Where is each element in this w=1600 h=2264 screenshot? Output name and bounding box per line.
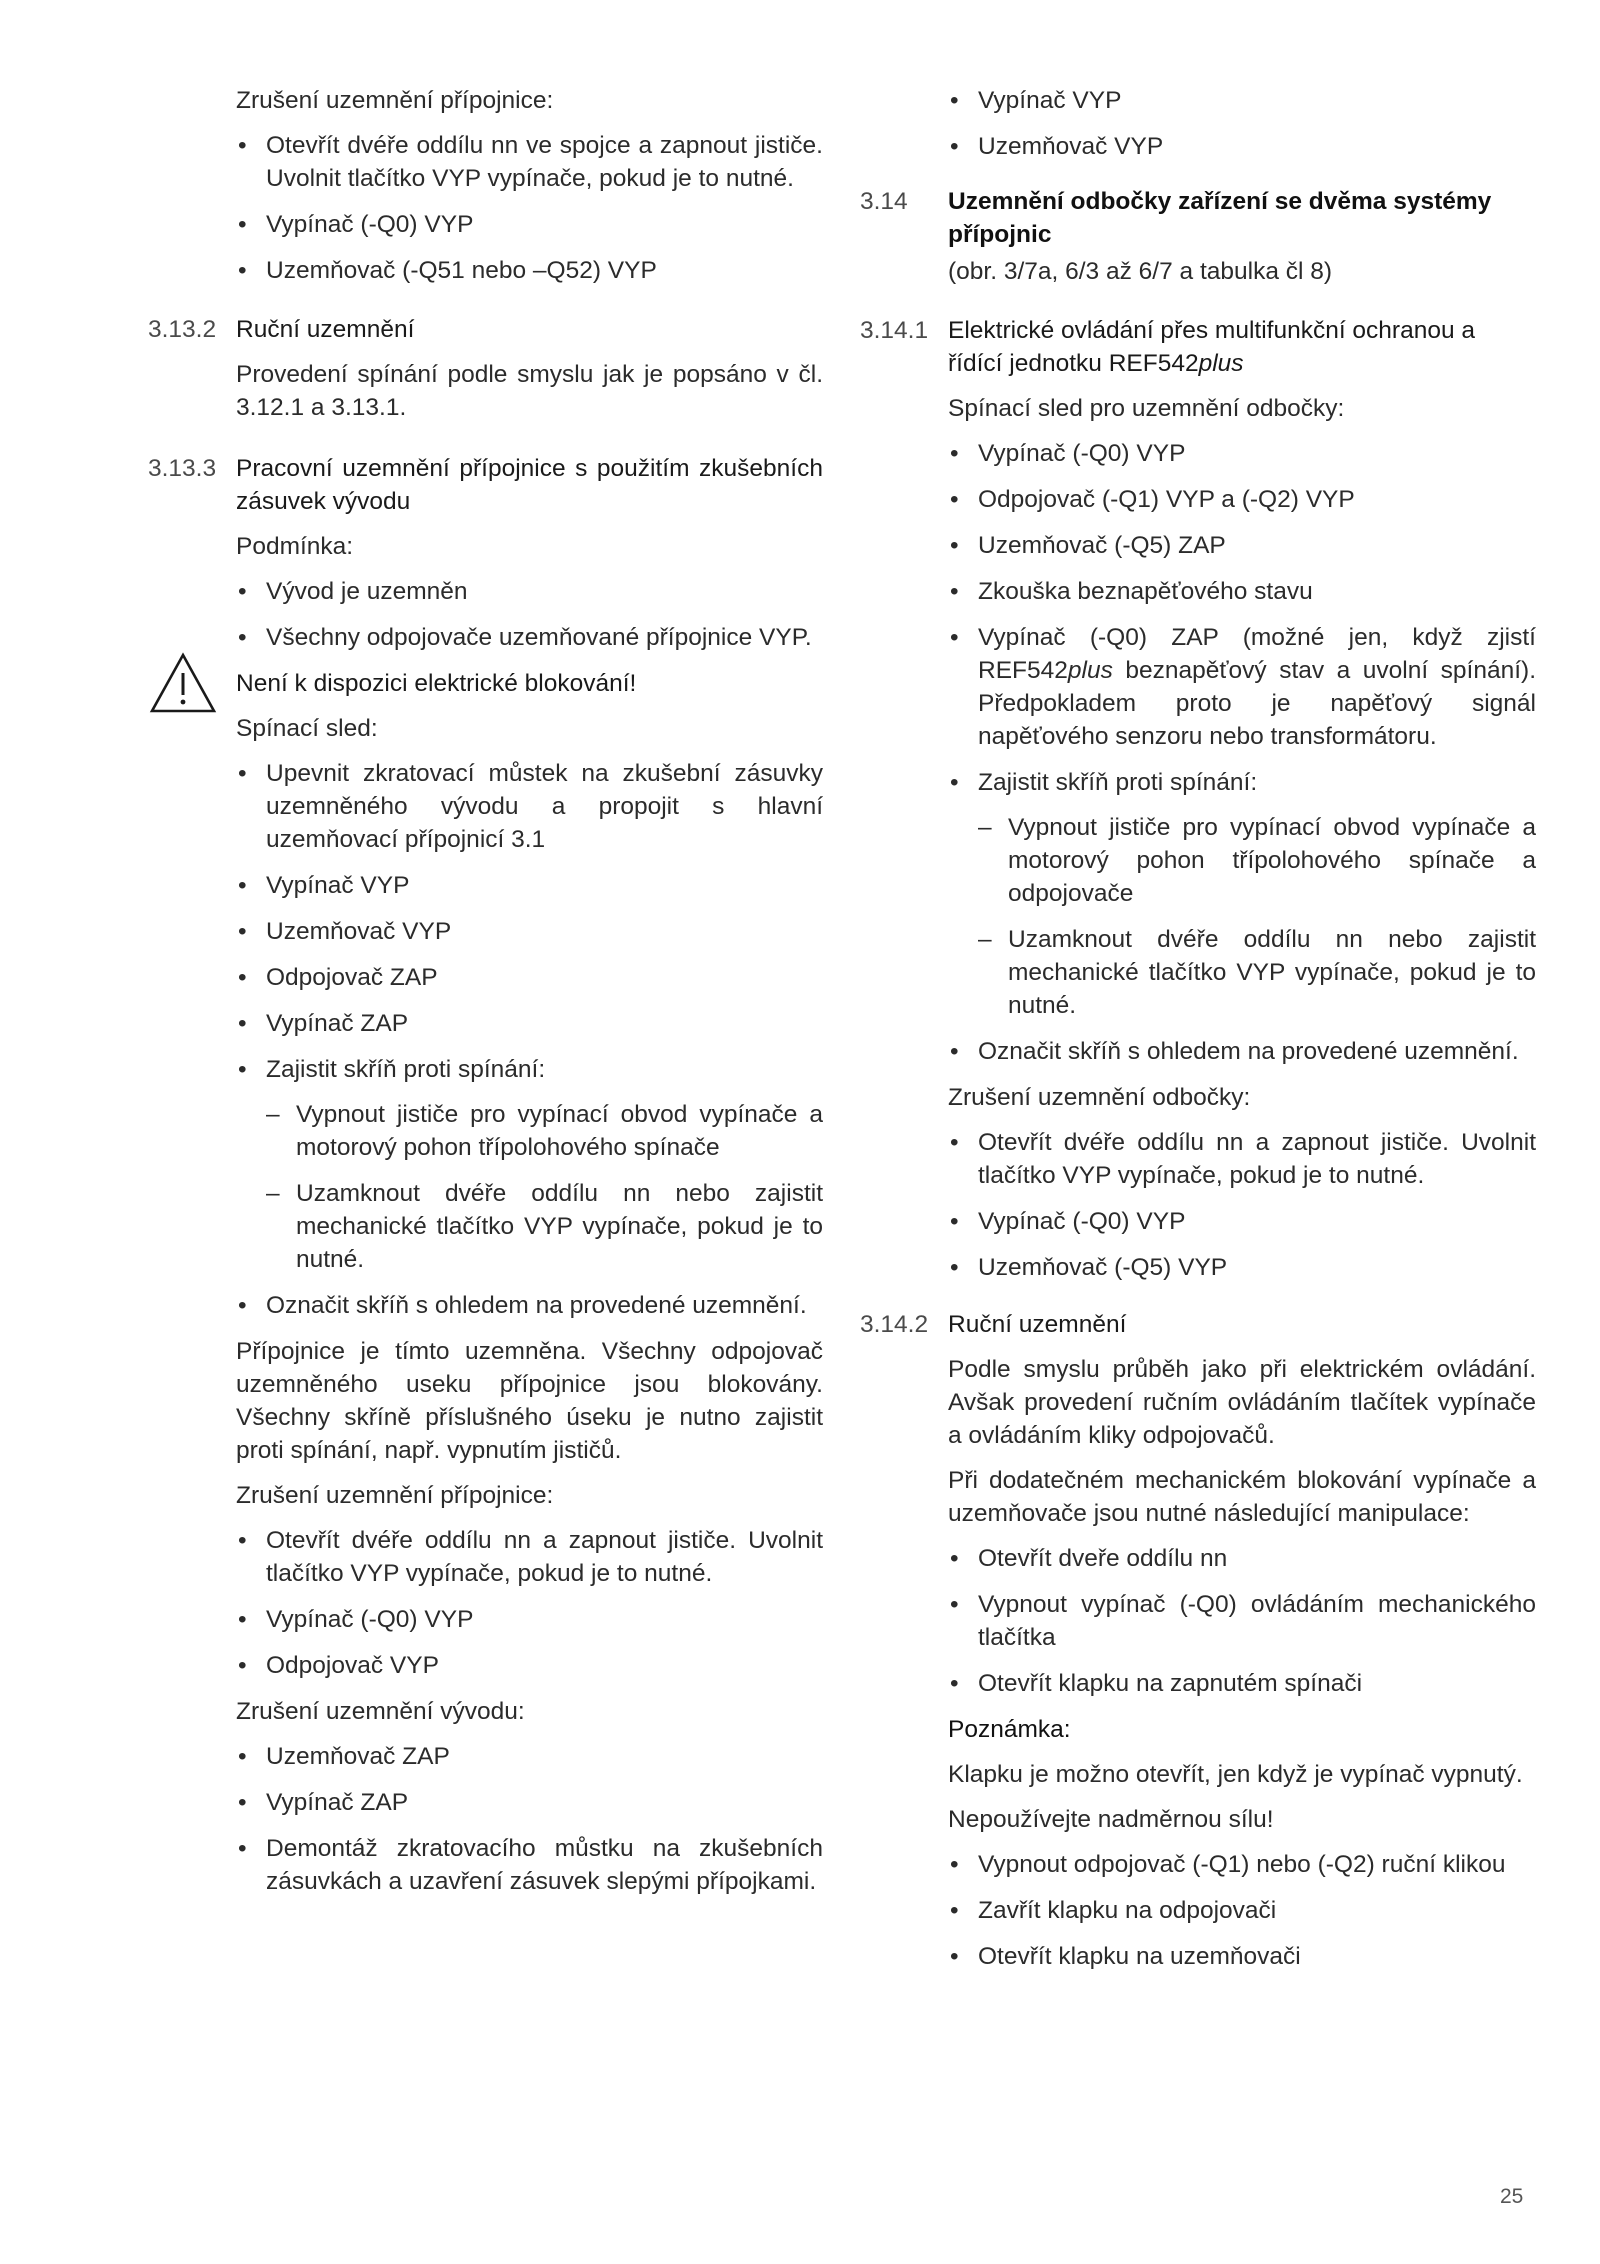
- list-item: • Odpojovač VYP: [266, 1649, 823, 1682]
- section-text: Provedení spínání podle smyslu jak je popsáno v čl. 3.12.1 a 3.13.1.: [236, 361, 823, 421]
- sub-list-item: – Vypnout jističe pro vypínací obvod vypínače a motorový pohon třípolohového spínače a odpojovače: [1008, 811, 1536, 910]
- section-reference: (obr. 3/7a, 6/3 až 6/7 a tabulka čl 8): [948, 258, 1333, 285]
- list-item: • Vypínač (-Q0) VYP: [978, 437, 1536, 470]
- list-item: • Vypínač ZAP: [266, 1786, 823, 1819]
- left-content: [148, 84, 823, 1898]
- section-number: 3.14.1: [860, 317, 929, 344]
- sequence-label: Spínací sled:: [236, 715, 378, 742]
- list-item: • Zavřít klapku na odpojovači: [978, 1894, 1536, 1927]
- section-title: Ruční uzemnění: [948, 1311, 1127, 1338]
- warning-icon: [148, 651, 218, 715]
- list-item: • Otevřít dvéře oddílu nn a zapnout jističe. Uvolnit tlačítko VYP vypínače, pokud je to nutné.: [978, 1126, 1536, 1192]
- section-title: Elektrické ovládání přes multifunkční ochranou a řídící jednotku REF542: [948, 317, 1476, 377]
- list-item: • Vypínač (-Q0) VYP: [266, 208, 823, 241]
- sub-list-item: – Uzamknout dvéře oddílu nn nebo zajistit mechanické tlačítko VYP vypínače, pokud je to nutné.: [296, 1177, 823, 1276]
- list-item: • Vývod je uzemněn: [266, 575, 823, 608]
- list-item: • Uzemňovač (-Q5) VYP: [978, 1251, 1536, 1284]
- section-title: Uzemnění odbočky zařízení se dvěma systémy přípojnic: [948, 188, 1492, 248]
- list-item-text: beznapěťový stav a uvolní spínání). Předpokladem proto je napěťový signál napěťového senzoru nebo transformátoru.: [978, 657, 1536, 750]
- warning-note: [236, 667, 823, 700]
- list-item: • Zkouška beznapěťového stavu: [978, 575, 1536, 608]
- section-title: Pracovní uzemnění přípojnice s použitím zkušebních zásuvek vývodu: [236, 455, 823, 515]
- list-item: • Vypínač VYP: [978, 84, 1536, 117]
- manipulation-list: [948, 1542, 1536, 1700]
- list-item: • Otevřít dveře oddílu nn: [978, 1542, 1536, 1575]
- list-item: [978, 621, 1536, 753]
- list-item: • Otevřít klapku na uzemňovači: [978, 1940, 1536, 1973]
- note-label: Poznámka:: [948, 1716, 1071, 1743]
- top-list: [948, 84, 1536, 163]
- sub-list-item: – Uzamknout dvéře oddílu nn nebo zajistit mechanické tlačítko VYP vypínače, pokud je to nutné.: [1008, 923, 1536, 1022]
- list-item-text: Vypínač (-Q0) ZAP (možné jen, když zjistí REF542: [978, 624, 1536, 684]
- section-3-14-2-heading: [860, 1308, 1536, 1341]
- list-item: [266, 1053, 823, 1276]
- list-item: • Uzemňovač (-Q51 nebo –Q52) VYP: [266, 254, 823, 287]
- manipulation-list-2: [948, 1848, 1536, 1973]
- list-item: • Všechny odpojovače uzemňované přípojnice VYP.: [266, 621, 823, 654]
- section-number: 3.14.2: [860, 1311, 929, 1338]
- section-number: 3.13.2: [148, 316, 217, 343]
- list-item: • Otevřít dvéře oddílu nn a zapnout jističe. Uvolnit tlačítko VYP vypínače, pokud je to nutné.: [266, 1524, 823, 1590]
- sequence-list: [236, 757, 823, 1322]
- right-column: [860, 84, 1536, 1986]
- list-item: • Otevřít klapku na zapnutém spínači: [978, 1667, 1536, 1700]
- list-item: • Uzemňovač VYP: [978, 130, 1536, 163]
- list-item: • Odpojovač ZAP: [266, 961, 823, 994]
- cancel-label: Zrušení uzemnění odbočky:: [948, 1084, 1251, 1111]
- list-item: • Vypnout vypínač (-Q0) ovládáním mechanického tlačítka: [978, 1588, 1536, 1654]
- right-content: [860, 84, 1536, 1973]
- list-item: [978, 766, 1536, 1022]
- warning-text: Není k dispozici elektrické blokování!: [236, 670, 637, 697]
- list-item: • Upevnit zkratovací můstek na zkušební zásuvky uzemněného vývodu a propojit s hlavní uzemňovací přípojnicí 3.1: [266, 757, 823, 856]
- list-item: • Odpojovač (-Q1) VYP a (-Q2) VYP: [978, 483, 1536, 516]
- section-3-14-1-heading: [860, 314, 1536, 380]
- cancel-busbar-label: Zrušení uzemnění přípojnice:: [236, 1482, 554, 1509]
- list-item: • Označit skříň s ohledem na provedené uzemnění.: [978, 1035, 1536, 1068]
- section-3-13-2-heading: [148, 313, 823, 346]
- cancel-busbar-list: [236, 1524, 823, 1682]
- note-text: Klapku je možno otevřít, jen když je vypínač vypnutý.: [948, 1761, 1523, 1788]
- paragraph: Při dodatečném mechanickém blokování vypínače a uzemňovače jsou nutné následující manipulace:: [948, 1467, 1536, 1527]
- paragraph: Podle smyslu průběh jako při elektrickém ovládání. Avšak provedení ručním ovládáním tlačítek vypínače a ovládáním kliky odpojovačů.: [948, 1356, 1536, 1449]
- list-item-text: Zajistit skříň proti spínání:: [266, 1056, 546, 1083]
- list-item-text: Zajistit skříň proti spínání:: [978, 769, 1258, 796]
- cancel-list: [948, 1126, 1536, 1284]
- list-item: • Označit skříň s ohledem na provedené uzemnění.: [266, 1289, 823, 1322]
- list-item: • Demontáž zkratovacího můstku na zkušebních zásuvkách a uzavření zásuvek slepými přípojkami.: [266, 1832, 823, 1898]
- list-item: • Vypínač ZAP: [266, 1007, 823, 1040]
- intro-list: [236, 129, 823, 287]
- list-item: • Vypínač (-Q0) VYP: [978, 1205, 1536, 1238]
- list-item: • Uzemňovač ZAP: [266, 1740, 823, 1773]
- left-column: [148, 84, 823, 1911]
- condition-label: Podmínka:: [236, 533, 354, 560]
- sequence-label: Spínací sled pro uzemnění odbočky:: [948, 395, 1345, 422]
- sub-list: [978, 811, 1536, 1022]
- sub-list: [266, 1098, 823, 1276]
- section-3-14-heading: [860, 185, 1536, 251]
- page-number: 25: [1500, 2185, 1524, 2208]
- cancel-feeder-list: [236, 1740, 823, 1898]
- list-item: • Vypnout odpojovač (-Q1) nebo (-Q2) ruční klikou: [978, 1848, 1536, 1881]
- list-item: • Uzemňovač (-Q5) ZAP: [978, 529, 1536, 562]
- section-number: 3.13.3: [148, 455, 217, 482]
- section-title: Ruční uzemnění: [236, 316, 415, 343]
- section-3-13-3-heading: [148, 452, 823, 518]
- list-item: • Vypínač (-Q0) VYP: [266, 1603, 823, 1636]
- condition-list: [236, 575, 823, 654]
- sub-list-item: – Vypnout jističe pro vypínací obvod vypínače a motorový pohon třípolohového spínače: [296, 1098, 823, 1164]
- list-item: • Uzemňovač VYP: [266, 915, 823, 948]
- intro-label: Zrušení uzemnění přípojnice:: [236, 87, 554, 114]
- section-title-italic: plus: [1198, 350, 1244, 377]
- section-number: 3.14: [860, 188, 908, 215]
- paragraph: Přípojnice je tímto uzemněna. Všechny odpojovač uzemněného useku přípojnice jsou blokovány. Všechny skříně příslušného úseku je nutno zajistit proti spínání, např. vypnutím jističů.: [236, 1338, 823, 1464]
- list-item: • Otevřít dvéře oddílu nn ve spojce a zapnout jističe. Uvolnit tlačítko VYP vypínače, pokud je to nutné.: [266, 129, 823, 195]
- sequence-list: [948, 437, 1536, 1068]
- list-item: • Vypínač VYP: [266, 869, 823, 902]
- note-text: Nepoužívejte nadměrnou sílu!: [948, 1806, 1274, 1833]
- cancel-feeder-label: Zrušení uzemnění vývodu:: [236, 1698, 525, 1725]
- list-item-italic: plus: [1067, 657, 1113, 684]
